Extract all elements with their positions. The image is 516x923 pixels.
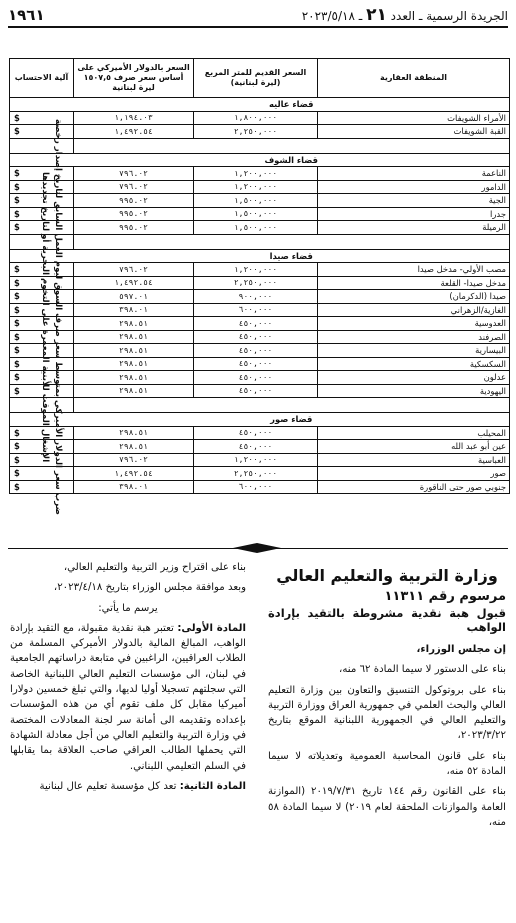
usd-price-cell: ٧٩٦.٠٢: [74, 263, 194, 277]
paragraph: إن مجلس الوزراء،: [416, 644, 506, 655]
district-name: قضاء صور: [74, 413, 510, 427]
region-cell: اليهودية: [318, 384, 510, 398]
district-name: قضاء صيدا: [74, 249, 510, 263]
currency-cell: $: [10, 330, 74, 344]
currency-cell: $: [10, 344, 74, 358]
currency-cell: $: [10, 357, 74, 371]
table-row: [10, 276, 510, 290]
old-price-cell: ١,٥٠٠,٠٠٠: [194, 194, 318, 208]
region-cell: صور: [318, 467, 510, 481]
old-price-cell: ٦٠٠,٠٠٠: [194, 303, 318, 317]
region-cell: القبة الشويفات: [318, 125, 510, 139]
region-cell: العدوسية: [318, 317, 510, 331]
district-row: [10, 153, 510, 167]
currency-cell: $: [10, 440, 74, 454]
article-one: [10, 621, 246, 774]
article-right-column: [268, 560, 506, 835]
currency-cell: $: [10, 276, 74, 290]
usd-price-cell: ٢٩٨.٥١: [74, 384, 194, 398]
article-two-label: المادة الثانية:: [179, 780, 246, 792]
usd-price-cell: ٩٩٥.٠٢: [74, 194, 194, 208]
gazette-title: [302, 5, 508, 25]
region-cell: العباسية: [318, 453, 510, 467]
old-price-cell: ١,٢٠٠,٠٠٠: [194, 263, 318, 277]
old-price-cell: ٩٠٠,٠٠٠: [194, 290, 318, 304]
currency-cell: $: [10, 290, 74, 304]
issue-date: ـ ٢٠٢٣/٥/١٨: [301, 9, 363, 23]
gap-row: [10, 138, 510, 153]
gap-row: [10, 234, 510, 249]
currency-cell: $: [10, 426, 74, 440]
table-row: [10, 290, 510, 304]
old-price-cell: ١,٨٠٠,٠٠٠: [194, 111, 318, 125]
table-row: [10, 221, 510, 235]
old-price-cell: ٤٥٠,٠٠٠: [194, 357, 318, 371]
district-name: قضاء عاليه: [74, 98, 510, 112]
currency-cell: $: [10, 207, 74, 221]
table-row: [10, 194, 510, 208]
region-cell: مدخل صيدا- القلعة: [318, 276, 510, 290]
usd-price-cell: ٢٩٨.٥١: [74, 357, 194, 371]
region-cell: جنوبي صور حتى الناقورة: [318, 480, 510, 494]
table-row: [10, 167, 510, 181]
old-price-cell: ٤٥٠,٠٠٠: [194, 344, 318, 358]
table-row: [10, 180, 510, 194]
table-row: [10, 111, 510, 125]
region-cell: البيسارية: [318, 344, 510, 358]
article-one-text: تعتبر هبة نقدية مقبولة، مع التقيد بإرادة الواهب، المبالغ المالية بالدولار الأميركي المسلمة من الطلاب العراقيين، الراغبين في متابعة دراساتهم الجامعية في لبنان، الى مؤسسات التعليم العالي اللبنانية الخاصة التي سجلتهم تسجيلا أوليا لديها، والتي تبلغ خمسين دولارا أميركيا مقابل كل ملف تقوم أي من هذه المؤسسات بإعداده وتقديمه الى أمانة سر لجنة المعادلات المختصة في وزارة التربية والتعليم العالي من أجل معادلة الشهادة التي يحملها الطالب العراقي صاحب العلاقة بما يقابلها في السلم التعليمي اللبناني.: [10, 622, 246, 772]
gap-row: [10, 398, 510, 413]
table-row: [10, 357, 510, 371]
table-row: [10, 263, 510, 277]
table-row: [10, 480, 510, 494]
header-region: المنطقة العقارية: [318, 59, 510, 98]
usd-price-cell: ٩٩٥.٠٢: [74, 221, 194, 235]
region-cell: الغازية/الزهراني: [318, 303, 510, 317]
decree-subject: قبول هبة نقدية مشروطة بالتقيد بإرادة الواهب: [268, 606, 506, 634]
table-row: [10, 426, 510, 440]
page-number: ١٩٦١: [8, 6, 45, 24]
old-price-cell: ١,٥٠٠,٠٠٠: [194, 207, 318, 221]
region-cell: الجية: [318, 194, 510, 208]
usd-price-cell: ٢٩٨.٥١: [74, 426, 194, 440]
usd-price-cell: ٢٩٨.٥١: [74, 440, 194, 454]
header-old-price: السعر القديم للمتر المربع (ليرة لبنانية): [194, 59, 318, 98]
region-cell: مصب الأولي- مدخل صيدا: [318, 263, 510, 277]
paragraph: بناء على الدستور لا سيما المادة ٦٢ منه،: [339, 664, 506, 676]
region-cell: صيدا (الدكرمان): [318, 290, 510, 304]
old-price-cell: ٤٥٠,٠٠٠: [194, 384, 318, 398]
decrees-line: يرسم ما يأتي:: [98, 602, 158, 614]
article-left-column: [10, 560, 246, 799]
region-cell: السكسكية: [318, 357, 510, 371]
table-header-row: [10, 59, 510, 98]
usd-price-cell: ٢٩٨.٥١: [74, 317, 194, 331]
currency-cell: $: [10, 167, 74, 181]
paragraph: بناء على القانون رقم ١٤٤ تاريخ ٢٠١٩/٧/٣١ (الموازنة العامة والموازنات الملحقة لعام ٢٠١٩) لا سيما المادة ٥٨ منه،: [268, 786, 507, 828]
divider-ornament-icon: [233, 543, 281, 553]
article-two: [10, 779, 246, 794]
usd-price-cell: ١,٤٩٢.٥٤: [74, 276, 194, 290]
old-price-cell: ٤٥٠,٠٠٠: [194, 371, 318, 385]
region-cell: الرميلة: [318, 221, 510, 235]
issue-number: ٢١: [366, 5, 387, 25]
gap-cell: [74, 398, 510, 413]
table-row: [10, 330, 510, 344]
gap-cell: [74, 138, 510, 153]
table-row: [10, 207, 510, 221]
currency-cell: $: [10, 263, 74, 277]
usd-price-cell: ٢٩٨.٥١: [74, 371, 194, 385]
usd-price-cell: ٧٩٦.٠٢: [74, 180, 194, 194]
old-price-cell: ١,٢٠٠,٠٠٠: [194, 453, 318, 467]
mechanism-note: [10, 97, 64, 537]
currency-cell: $: [10, 453, 74, 467]
article-one-label: المادة الأولى:: [177, 622, 246, 634]
currency-cell: $: [10, 303, 74, 317]
district-row: [10, 249, 510, 263]
currency-cell: $: [10, 180, 74, 194]
usd-price-cell: ٢٩٨.٥١: [74, 330, 194, 344]
old-price-cell: ١,٢٠٠,٠٠٠: [194, 180, 318, 194]
region-cell: الأمراء الشويفات: [318, 111, 510, 125]
district-name: قضاء الشوف: [74, 153, 510, 167]
old-price-cell: ٤٥٠,٠٠٠: [194, 330, 318, 344]
table-body: [10, 98, 510, 494]
currency-cell: $: [10, 317, 74, 331]
price-table: [9, 58, 510, 494]
usd-price-cell: ١,٤٩٢.٥٤: [74, 125, 194, 139]
usd-price-cell: ٣٩٨.٠١: [74, 480, 194, 494]
currency-cell: $: [10, 111, 74, 125]
currency-cell: $: [10, 384, 74, 398]
old-price-cell: ٤٥٠,٠٠٠: [194, 426, 318, 440]
region-cell: المحيلب: [318, 426, 510, 440]
usd-price-cell: ٧٩٦.٠٢: [74, 167, 194, 181]
currency-cell: $: [10, 194, 74, 208]
table-row: [10, 384, 510, 398]
old-price-cell: ٢,٢٥٠,٠٠٠: [194, 125, 318, 139]
paragraph: بناء على بروتوكول التنسيق والتعاون بين وزارة التعليم العالي والبحث العلمي في جمهورية العراق ووزارة التربية والتعليم العالي في الجمهورية اللبنانية الموقع بتاريخ ٢٠٢٣/٣/٢٢،: [268, 684, 506, 742]
mechanism-note-text: ضرب سعر الدولار الأميركي بمتوسط سعر صرف السوق ليوم العمل السابق لتاريخ إصدار رخصة الإشغال الموقت للأبنية المعمرة على التخوم البحرية أو لتاريخ تجديدها: [40, 119, 63, 515]
old-price-cell: ٢,٢٥٠,٠٠٠: [194, 276, 318, 290]
district-row: [10, 98, 510, 112]
usd-price-cell: ٥٩٧.٠١: [74, 290, 194, 304]
paragraph: بناء على قانون المحاسبة العمومية وتعديلاته لا سيما المادة ٥٢ منه،: [268, 750, 506, 778]
ministry-title: وزارة التربية والتعليم العالي: [276, 566, 498, 585]
table-row: [10, 303, 510, 317]
header-mechanism: آلية الاحتساب: [10, 59, 74, 98]
table-row: [10, 453, 510, 467]
gazette-name: الجريدة الرسمية ـ العدد: [390, 9, 508, 23]
currency-cell: $: [10, 480, 74, 494]
region-cell: الصرفند: [318, 330, 510, 344]
old-price-cell: ٢,٢٥٠,٠٠٠: [194, 467, 318, 481]
usd-price-cell: ٢٩٨.٥١: [74, 344, 194, 358]
gazette-header: [8, 4, 508, 28]
price-table-wrapper: [9, 58, 509, 541]
decree-number: مرسوم رقم ١١٣١١: [384, 589, 506, 604]
currency-cell: $: [10, 467, 74, 481]
table-row: [10, 371, 510, 385]
usd-price-cell: ٣٩٨.٠١: [74, 303, 194, 317]
usd-price-cell: ٧٩٦.٠٢: [74, 453, 194, 467]
region-cell: جدرا: [318, 207, 510, 221]
old-price-cell: ١,٢٠٠,٠٠٠: [194, 167, 318, 181]
currency-cell: $: [10, 371, 74, 385]
region-cell: الناعمة: [318, 167, 510, 181]
region-cell: الدامور: [318, 180, 510, 194]
paragraph: وبعد موافقة مجلس الوزراء بتاريخ ٢٠٢٣/٤/١٨،: [53, 582, 246, 594]
table-row: [10, 467, 510, 481]
currency-cell: $: [10, 125, 74, 139]
table-row: [10, 317, 510, 331]
old-price-cell: ٦٠٠,٠٠٠: [194, 480, 318, 494]
old-price-cell: ١,٥٠٠,٠٠٠: [194, 221, 318, 235]
table-row: [10, 344, 510, 358]
region-cell: عدلون: [318, 371, 510, 385]
currency-cell: $: [10, 221, 74, 235]
old-price-cell: ٤٥٠,٠٠٠: [194, 440, 318, 454]
old-price-cell: ٤٥٠,٠٠٠: [194, 317, 318, 331]
region-cell: عين أبو عبد الله: [318, 440, 510, 454]
district-row: [10, 413, 510, 427]
gap-cell: [74, 234, 510, 249]
usd-price-cell: ١,١٩٤.٠٣: [74, 111, 194, 125]
paragraph: بناء على اقتراح وزير التربية والتعليم العالي،: [63, 562, 246, 573]
article-two-text: تعد كل مؤسسة تعليم عال لبنانية: [39, 780, 177, 792]
header-usd-price: السعر بالدولار الأميركي على أساس سعر صرف ١٥٠٧,٥ ليرة لبنانية: [74, 59, 194, 98]
usd-price-cell: ٩٩٥.٠٢: [74, 207, 194, 221]
table-row: [10, 440, 510, 454]
usd-price-cell: ١,٤٩٢.٥٤: [74, 467, 194, 481]
table-row: [10, 125, 510, 139]
